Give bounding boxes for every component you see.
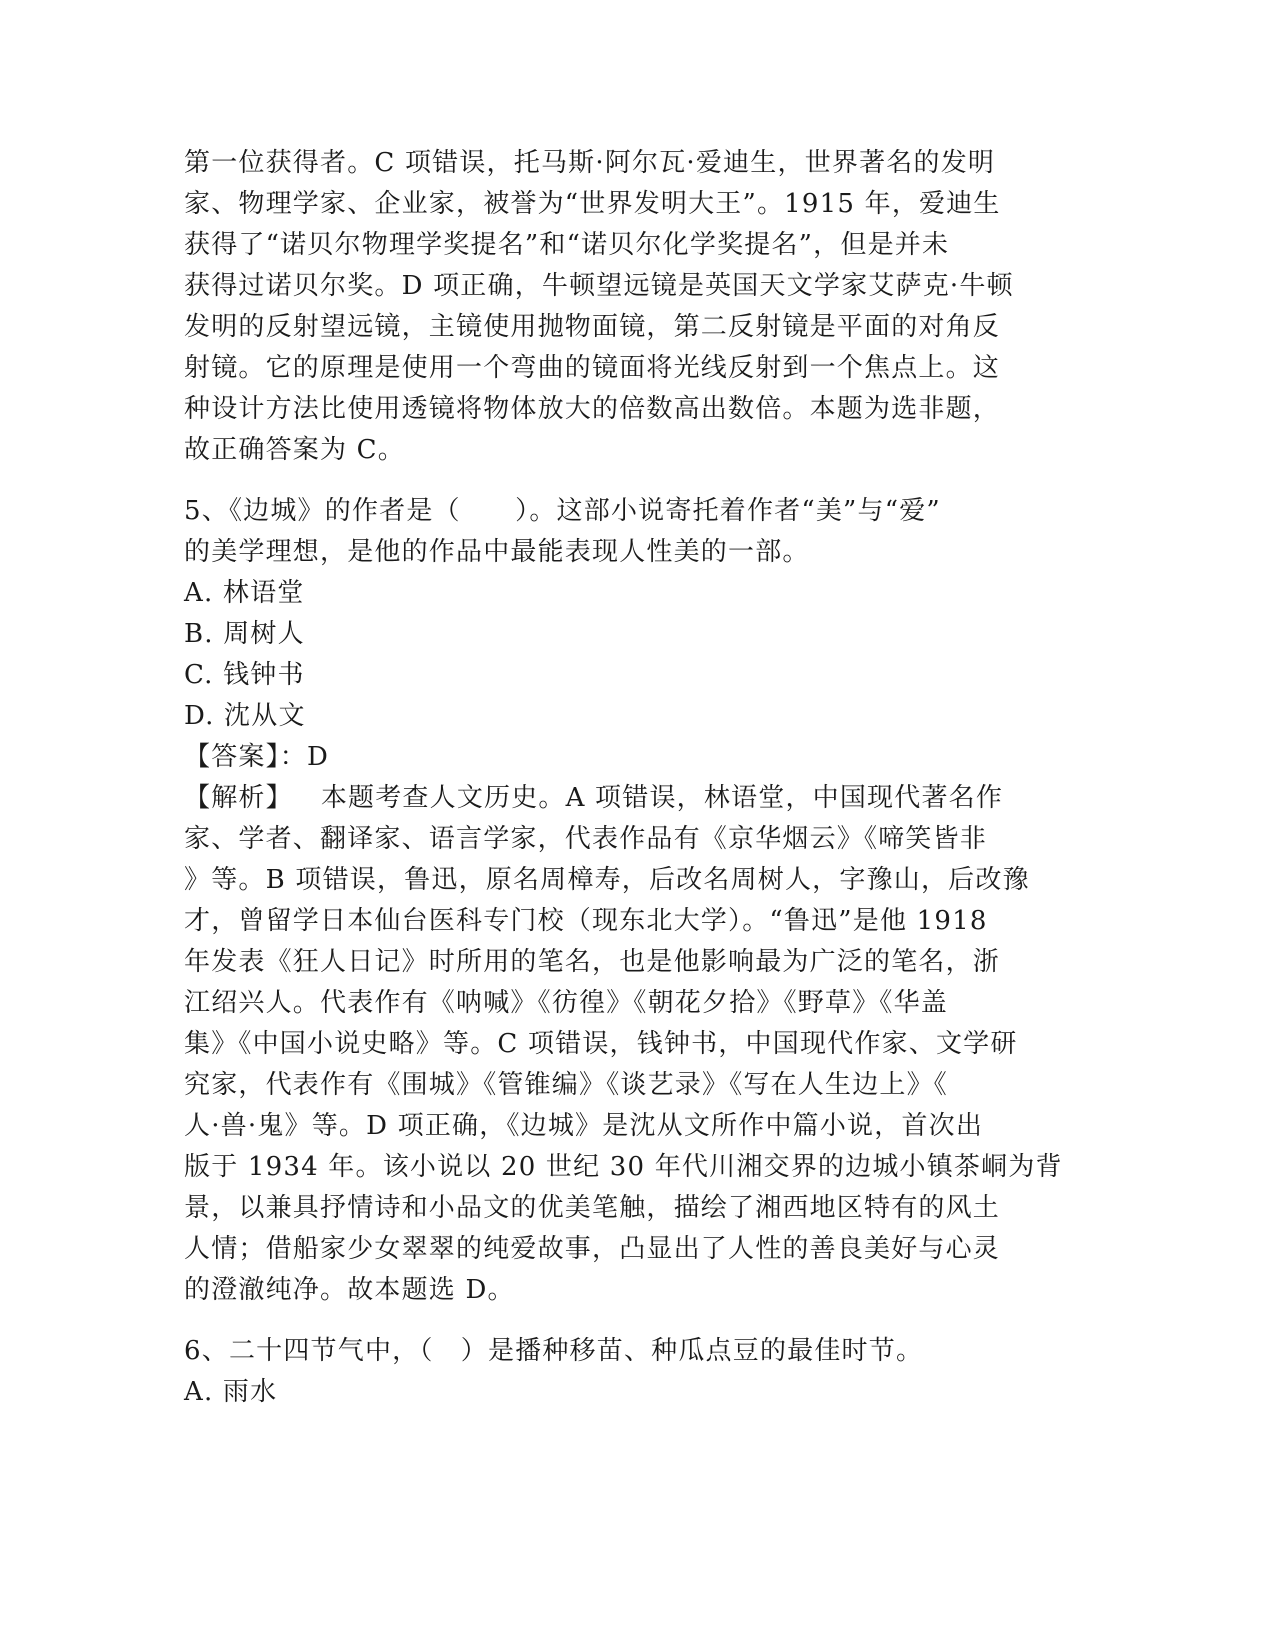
- text-line: 种设计方法比使用透镜将物体放大的倍数高出数倍。本题为选非题，: [184, 394, 1001, 424]
- text-line: 家、物理学家、企业家，被誉为“世界发明大王”。1915 年，爱迪生: [184, 189, 1001, 219]
- answer: 【答案】：D: [184, 742, 330, 772]
- text-line: 版于 1934 年。该小说以 20 世纪 30 年代川湘交界的边城小镇茶峒为背: [184, 1152, 1063, 1182]
- option-b: B. 周树人: [184, 619, 305, 649]
- option-a: A. 雨水: [184, 1377, 278, 1407]
- text-line: 发明的反射望远镜，主镜使用抛物面镜，第二反射镜是平面的对角反: [184, 312, 1001, 342]
- text-line: 获得了“诺贝尔物理学奖提名”和“诺贝尔化学奖提名”，但是并未: [184, 230, 950, 260]
- question-stem: 5、《边城》的作者是（ ）。这部小说寄托着作者“美”与“爱”: [184, 496, 941, 526]
- text-line: 》等。B 项错误，鲁迅，原名周樟寿，后改名周树人，字豫山，后改豫: [184, 865, 1030, 895]
- text-line: 究家，代表作有《围城》《管锥编》《谈艺录》《写在人生边上》《: [184, 1070, 949, 1100]
- text-line: 家、学者、翻译家、语言学家，代表作品有《京华烟云》《啼笑皆非: [184, 824, 988, 854]
- text-line: 才，曾留学日本仙台医科专门校（现东北大学）。“鲁迅”是他 1918: [184, 906, 988, 936]
- question-5: [184, 491, 1084, 1311]
- text-line: 人情；借船家少女翠翠的纯爱故事，凸显出了人性的善良美好与心灵: [184, 1234, 1001, 1264]
- document-page: [184, 143, 1084, 1413]
- analysis-text: 本题考查人文历史。A 项错误，林语堂，中国现代著名作: [320, 783, 1004, 813]
- analysis-first-line: [184, 778, 1084, 819]
- text-line: 江绍兴人。代表作有《呐喊》《彷徨》《朝花夕拾》《野草》《华盖: [184, 988, 949, 1018]
- text-line: 故正确答案为 C。: [184, 435, 405, 465]
- text-line: 人·兽·鬼》等。D 项正确，《边城》是沈从文所作中篇小说，首次出: [184, 1111, 984, 1141]
- question-stem: 6、二十四节气中，（ ）是播种移苗、种瓜点豆的最佳时节。: [184, 1336, 924, 1366]
- option-a: A. 林语堂: [184, 578, 305, 608]
- text-line: 射镜。它的原理是使用一个弯曲的镜面将光线反射到一个焦点上。这: [184, 353, 1001, 383]
- text-line: 的澄澈纯净。故本题选 D。: [184, 1275, 515, 1305]
- text-line: 景，以兼具抒情诗和小品文的优美笔触，描绘了湘西地区特有的风土: [184, 1193, 1001, 1223]
- text-line: 年发表《狂人日记》时所用的笔名，也是他影响最为广泛的笔名，浙: [184, 947, 1001, 977]
- text-line: 获得过诺贝尔奖。D 项正确，牛顿望远镜是英国天文学家艾萨克·牛顿: [184, 271, 1014, 301]
- option-d: D. 沈从文: [184, 701, 306, 731]
- prev-explanation: [184, 143, 1084, 471]
- text-line: 第一位获得者。C 项错误，托马斯·阿尔瓦·爱迪生，世界著名的发明: [184, 148, 996, 178]
- question-stem: 的美学理想，是他的作品中最能表现人性美的一部。: [184, 537, 810, 567]
- question-6: [184, 1331, 1084, 1413]
- text-line: 集》《中国小说史略》等。C 项错误，钱钟书，中国现代作家、文学研: [184, 1029, 1018, 1059]
- analysis-label: 【解析】: [184, 783, 293, 813]
- option-c: C. 钱钟书: [184, 660, 305, 690]
